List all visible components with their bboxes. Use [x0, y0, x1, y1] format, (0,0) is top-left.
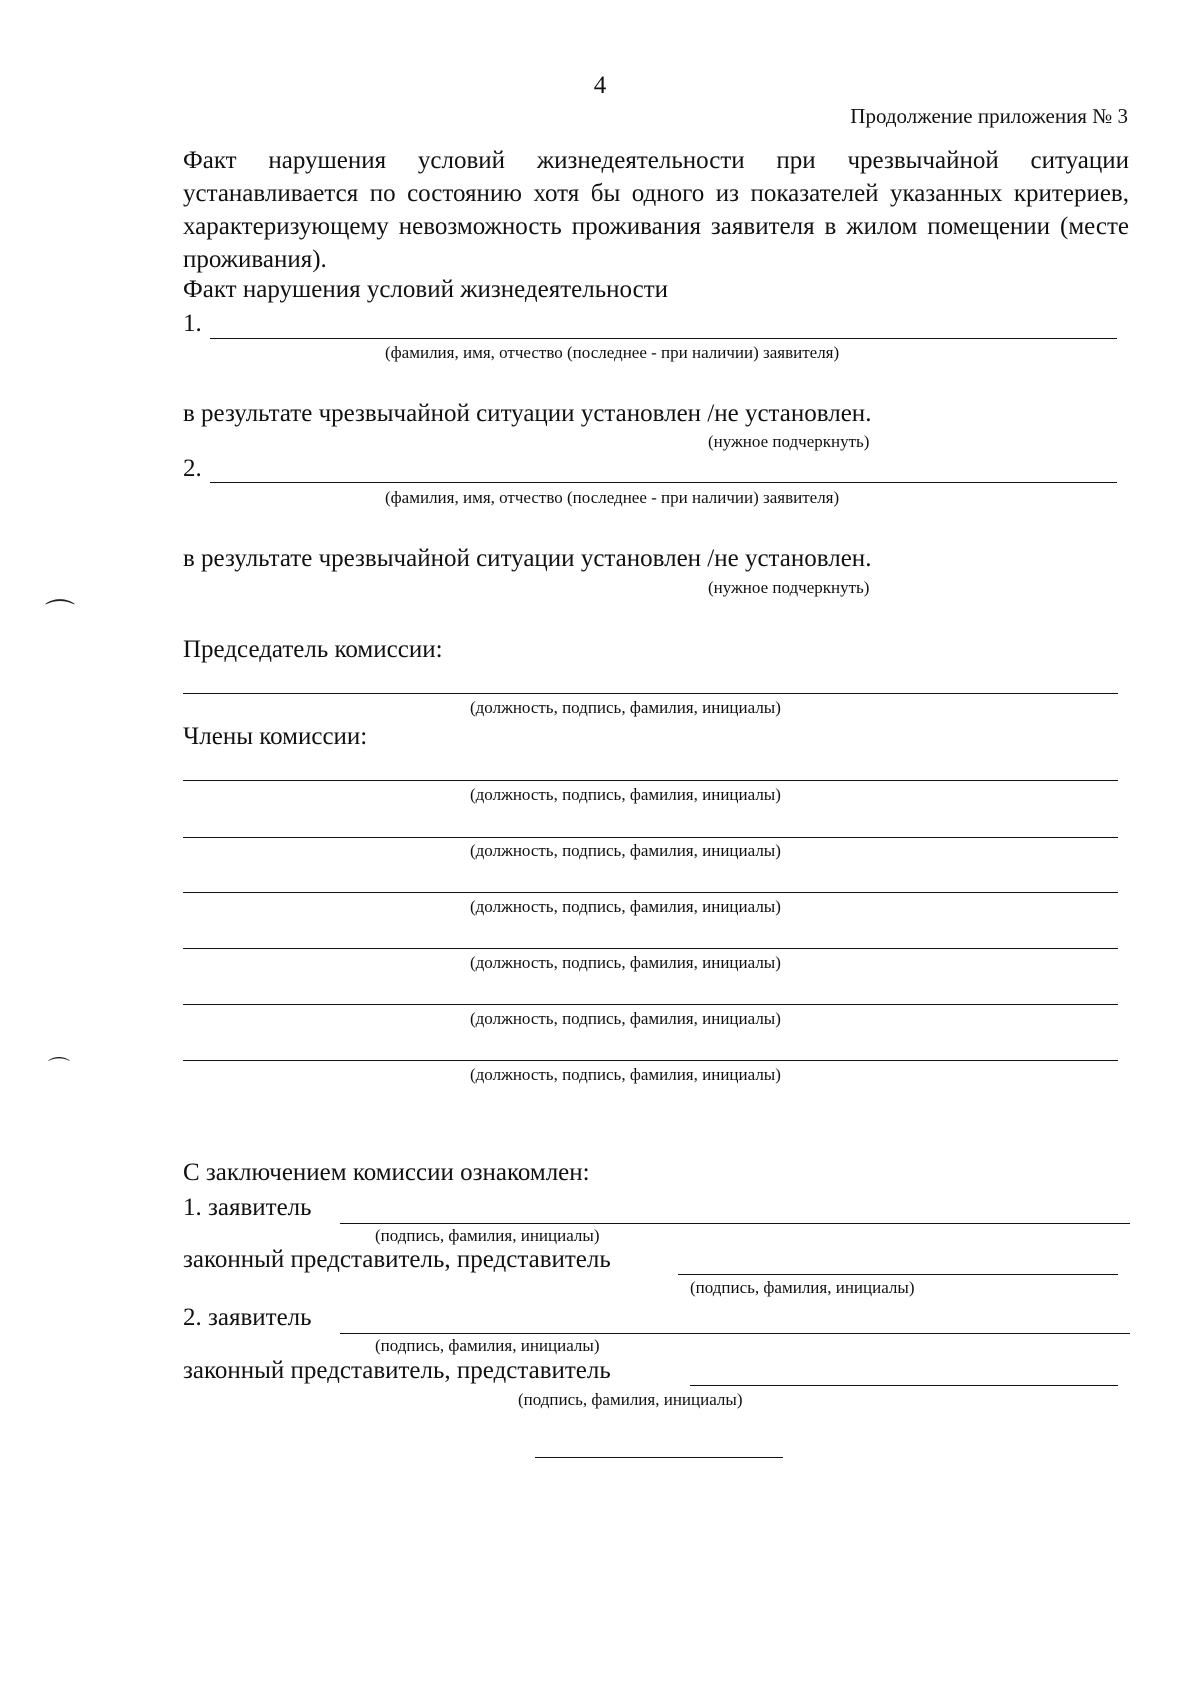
- member-caption: (должность, подпись, фамилия, инициалы): [470, 897, 781, 916]
- chairman-signature-line[interactable]: [183, 693, 1118, 694]
- applicant-1-signature-line[interactable]: [340, 1223, 1130, 1224]
- fact-heading: Факт нарушения условий жизнедеятельности: [183, 276, 669, 303]
- applicant-2-signature-caption: (подпись, фамилия, инициалы): [375, 1336, 600, 1355]
- representative-2-signature-line[interactable]: [690, 1385, 1118, 1386]
- applicant-2-number: 2.: [183, 455, 202, 482]
- member-caption: (должность, подпись, фамилия, инициалы): [470, 841, 781, 860]
- members-label: Члены комиссии:: [183, 723, 368, 750]
- member-signature-line[interactable]: [183, 1004, 1118, 1005]
- member-signature-line[interactable]: [183, 948, 1118, 949]
- member-signature-line[interactable]: [183, 1060, 1118, 1061]
- applicant-2-signature-line[interactable]: [340, 1333, 1130, 1334]
- member-signature-line[interactable]: [183, 837, 1118, 838]
- applicant-1-name-line[interactable]: [210, 338, 1117, 339]
- applicant-1-name-caption: (фамилия, имя, отчество (последнее - при наличии) заявителя): [385, 343, 840, 362]
- scan-margin-mark: ⌒: [45, 599, 75, 632]
- representative-2-signature-caption: (подпись, фамилия, инициалы): [518, 1390, 743, 1409]
- applicant-2-ack-label: 2. заявитель: [183, 1304, 312, 1331]
- end-separator-line: [535, 1457, 783, 1458]
- scan-margin-mark: ⌒: [48, 1056, 71, 1081]
- applicant-1-result: в результате чрезвычайной ситуации установлен /не установлен.: [183, 400, 872, 427]
- applicant-2-name-caption: (фамилия, имя, отчество (последнее - при наличии) заявителя): [385, 488, 840, 507]
- applicant-1-ack-label: 1. заявитель: [183, 1194, 312, 1221]
- page-number: 4: [593, 72, 607, 99]
- intro-paragraph: Факт нарушения условий жизнедеятельности при чрезвычайной ситуации устанавливается по состоянию хотя бы одного из показателей указанных критериев, характеризующему невозможность проживания заявителя в жилом помещении (месте проживания).: [183, 147, 1129, 273]
- applicant-2-underline-hint: (нужное подчеркнуть): [708, 578, 870, 597]
- member-caption: (должность, подпись, фамилия, инициалы): [470, 953, 781, 972]
- representative-1-signature-line[interactable]: [678, 1274, 1118, 1275]
- chairman-label: Председатель комиссии:: [183, 636, 443, 663]
- applicant-1-number: 1.: [183, 310, 202, 337]
- continuation-label: Продолжение приложения № 3: [850, 104, 1128, 128]
- applicant-1-underline-hint: (нужное подчеркнуть): [708, 432, 870, 451]
- applicant-2-result: в результате чрезвычайной ситуации установлен /не установлен.: [183, 545, 872, 572]
- applicant-2-name-line[interactable]: [210, 482, 1117, 483]
- chairman-caption: (должность, подпись, фамилия, инициалы): [470, 698, 781, 717]
- member-caption: (должность, подпись, фамилия, инициалы): [470, 1009, 781, 1028]
- representative-1-label: законный представитель, представитель: [183, 1246, 611, 1273]
- member-caption: (должность, подпись, фамилия, инициалы): [470, 1065, 781, 1084]
- member-signature-line[interactable]: [183, 780, 1118, 781]
- acknowledgement-heading: С заключением комиссии ознакомлен:: [183, 1159, 590, 1186]
- applicant-1-signature-caption: (подпись, фамилия, инициалы): [375, 1226, 600, 1245]
- member-signature-line[interactable]: [183, 892, 1118, 893]
- representative-2-label: законный представитель, представитель: [183, 1357, 611, 1384]
- representative-1-signature-caption: (подпись, фамилия, инициалы): [690, 1278, 915, 1297]
- member-caption: (должность, подпись, фамилия, инициалы): [470, 785, 781, 804]
